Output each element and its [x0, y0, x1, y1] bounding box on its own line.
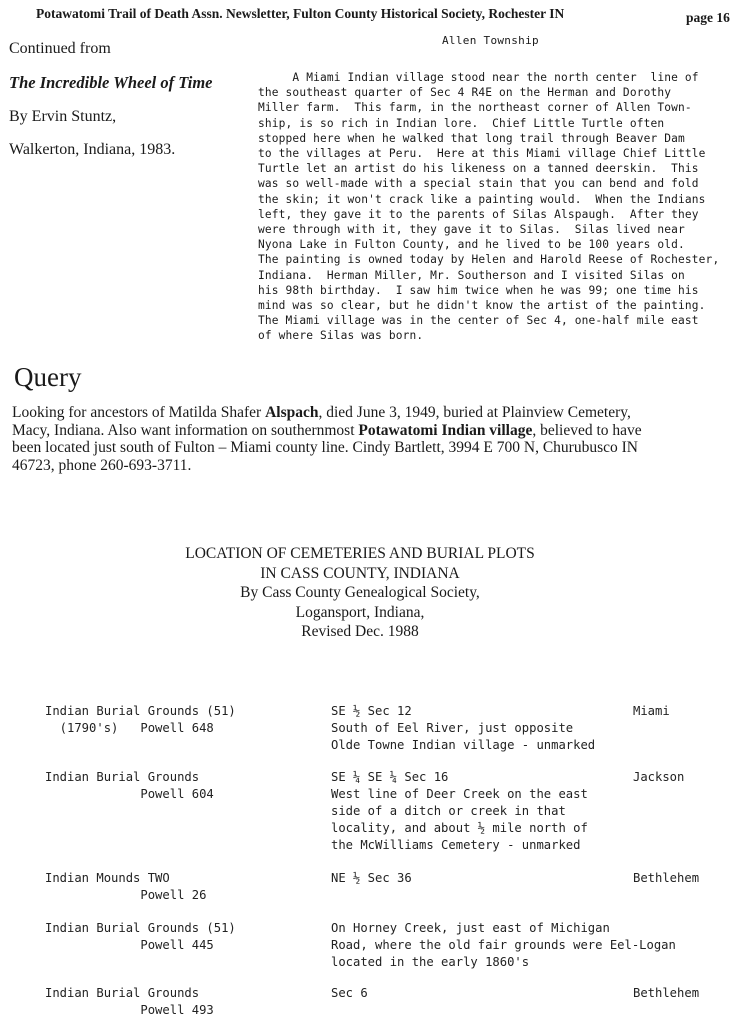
burial-location [331, 703, 595, 754]
article-line: left, they gave it to the parents of Silas Alspaugh. After they [258, 207, 699, 221]
burial-name [45, 985, 214, 1019]
newsletter-header: Potawatomi Trail of Death Assn. Newsletter, Fulton County Historical Society, Rochester IN [36, 6, 565, 21]
article-line: Indiana. Herman Miller, Mr. Southerson and I visited Silas on [258, 268, 685, 282]
continued-from-block [9, 40, 249, 159]
burial-name-line: Indian Burial Grounds [45, 986, 200, 1000]
location-title-1: LOCATION OF CEMETERIES AND BURIAL PLOTS [185, 545, 535, 562]
burial-name-line: Indian Burial Grounds (51) [45, 921, 236, 935]
article-line: Nyona Lake in Fulton County, and he lived to be 100 years old. [258, 238, 685, 252]
continued-label: Continued from [9, 40, 111, 57]
burial-name-line: Indian Burial Grounds [45, 770, 200, 784]
burial-location-line: side of a ditch or creek in that [331, 804, 566, 818]
burial-name [45, 920, 236, 954]
source-author: By Ervin Stuntz, [9, 108, 117, 125]
source-title: The Incredible Wheel of Time [9, 73, 213, 92]
burial-location-line: Sec 6 [331, 986, 368, 1000]
query-line: been located just south of Fulton – Miami county line. Cindy Bartlett, 3994 E 700 N, Churubusco IN [12, 439, 638, 456]
burial-name-line: Indian Burial Grounds (51) [45, 704, 236, 718]
article-line: stopped here when he walked that long trail through Beaver Dam [258, 131, 685, 145]
burial-location-line: locality, and about ½ mile north of [331, 821, 588, 835]
burial-name-line: Powell 445 [45, 938, 214, 952]
article-line: ship, is so rich in Indian lore. Chief Little Turtle often [258, 116, 665, 130]
burial-location-line: the McWilliams Cemetery - unmarked [331, 838, 581, 852]
burial-location-line: West line of Deer Creek on the east [331, 787, 588, 801]
article-line: A Miami Indian village stood near the north center line of [258, 71, 699, 84]
burial-name-line: Indian Mounds TWO [45, 871, 170, 885]
burial-location-line: SE ½ Sec 12 [331, 704, 412, 718]
burial-location-line: Olde Towne Indian village - unmarked [331, 738, 596, 752]
article-line: the southeast quarter of Sec 4 R4E on the Herman and Dorothy [258, 86, 672, 100]
source-place: Walkerton, Indiana, 1983. [9, 141, 176, 158]
burial-name-line: Powell 26 [45, 888, 207, 902]
cemetery-location-heading [90, 544, 630, 642]
burial-location-line: located in the early 1860's [331, 955, 530, 969]
query-line: Macy, Indiana. Also want information on southernmost Potawatomi Indian village, believed to have [12, 421, 642, 439]
article-line: mind was so clear, but he didn't know the artist of the painting. [258, 299, 706, 313]
location-city: Logansport, Indiana, [295, 603, 425, 621]
burial-name [45, 870, 206, 904]
article-line: his 98th birthday. I saw him twice when he was 99; one time his [258, 283, 699, 297]
query-line: 46723, phone 260-693-3711. [12, 456, 192, 474]
burial-name-line: Powell 604 [45, 787, 214, 801]
burial-township: Jackson [633, 770, 685, 784]
burial-township: Bethlehem [633, 871, 700, 885]
burial-location-line: On Horney Creek, just east of Michigan [331, 921, 610, 935]
article-line: to the villages at Peru. Here at this Miami village Chief Little [258, 147, 706, 161]
query-surname: Alspach [265, 404, 319, 421]
query-heading: Query [14, 362, 82, 392]
page-number: page 16 [686, 10, 730, 25]
burial-name-line: (1790's) Powell 648 [45, 721, 214, 735]
burial-location [331, 920, 676, 971]
burial-location-line: SE ¼ SE ¼ Sec 16 [331, 770, 449, 784]
location-title-2: IN CASS COUNTY, INDIANA [260, 564, 460, 582]
allen-township-article [258, 70, 728, 344]
article-line: The painting is owned today by Helen and Harold Reese of Rochester, [258, 253, 720, 267]
burial-location-line: Road, where the old fair grounds were Eel-Logan [331, 938, 676, 952]
article-line: were through with it, they gave it to Silas. Silas lived near [258, 223, 685, 237]
burial-location-line: South of Eel River, just opposite [331, 721, 574, 735]
query-village: Potawatomi Indian village [358, 421, 533, 439]
burial-location [331, 769, 588, 854]
burial-township: Bethlehem [633, 986, 700, 1000]
article-line: Miller farm. This farm, in the northeast corner of Allen Town- [258, 101, 692, 115]
burial-township: Miami [633, 704, 670, 718]
query-text [12, 404, 717, 474]
location-revised: Revised Dec. 1988 [301, 623, 419, 640]
article-line: of where Silas was born. [258, 329, 424, 343]
article-line: The Miami village was in the center of Sec 4, one-half mile east [258, 314, 699, 328]
burial-location [331, 985, 368, 1002]
location-society: By Cass County Genealogical Society, [240, 584, 480, 601]
query-line: Looking for ancestors of Matilda Shafer Alspach, died June 3, 1949, buried at Plainview Cemetery, [12, 404, 631, 421]
burial-location-line: NE ½ Sec 36 [331, 871, 412, 885]
burial-name [45, 769, 214, 803]
allen-township-title: Allen Township [442, 34, 539, 47]
article-line: Turtle let an artist do his likeness on a tanned deerskin. This [258, 162, 699, 176]
burial-location [331, 870, 412, 887]
burial-name [45, 703, 236, 737]
article-line: the skin; it won't crack like a painting would. When the Indians [258, 192, 706, 206]
article-line: was so well-made with a special stain that you can bend and fold [258, 177, 699, 191]
burial-name-line: Powell 493 [45, 1003, 214, 1017]
